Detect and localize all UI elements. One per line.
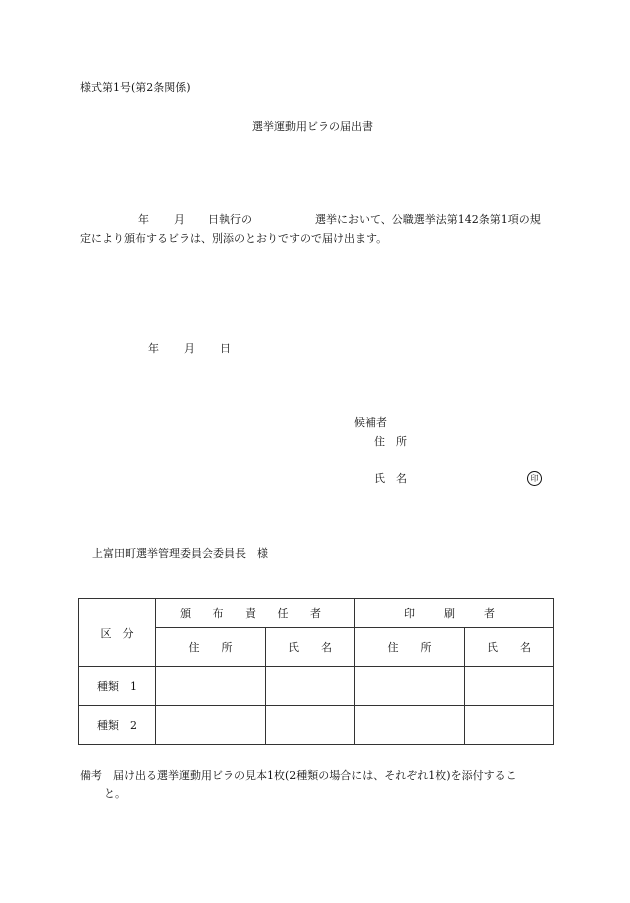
distributor-name-cell[interactable] xyxy=(266,706,355,745)
addressee: 上富田町選挙管理委員会委員長 様 xyxy=(92,547,268,560)
body-year: 年 xyxy=(138,213,149,226)
distributor-address-header: 住 所 xyxy=(156,628,266,667)
candidate-address-label: 住 所 xyxy=(374,435,407,448)
flyer-info-table xyxy=(78,598,554,745)
row-label: 種類 2 xyxy=(79,706,156,745)
date-day: 日 xyxy=(220,342,231,355)
candidate-label: 候補者 xyxy=(354,416,387,429)
body-line2: 定により頒布するビラは、別添のとおりですので届け出ます。 xyxy=(80,232,388,245)
form-number: 様式第1号(第2条関係) xyxy=(80,81,191,94)
date-year: 年 xyxy=(148,342,159,355)
printer-header: 印 刷 者 xyxy=(355,599,554,628)
table-row xyxy=(79,667,554,706)
printer-address-cell[interactable] xyxy=(355,706,465,745)
distributor-header: 頒 布 責 任 者 xyxy=(156,599,355,628)
body-day-exec: 日執行の xyxy=(208,213,252,226)
body-line1-rest: 選挙において、公職選挙法第142条第1項の規 xyxy=(315,213,541,226)
distributor-name-cell[interactable] xyxy=(266,667,355,706)
candidate-name-label: 氏 名 xyxy=(374,472,407,485)
category-header: 区 分 xyxy=(79,599,156,667)
table-row xyxy=(79,706,554,745)
body-month: 月 xyxy=(174,213,185,226)
remarks-line1: 備考 届け出る選挙運動用ビラの見本1枚(2種類の場合には、それぞれ1枚)を添付するこ xyxy=(80,769,517,782)
printer-name-cell[interactable] xyxy=(465,706,554,745)
printer-name-header: 氏 名 xyxy=(465,628,554,667)
row-label: 種類 1 xyxy=(79,667,156,706)
seal-mark-icon: 印 xyxy=(527,471,542,486)
distributor-name-header: 氏 名 xyxy=(266,628,355,667)
printer-address-header: 住 所 xyxy=(355,628,465,667)
date-month: 月 xyxy=(184,342,195,355)
printer-address-cell[interactable] xyxy=(355,667,465,706)
document-title: 選挙運動用ビラの届出書 xyxy=(252,120,373,133)
remarks-line2: と。 xyxy=(104,787,126,800)
printer-name-cell[interactable] xyxy=(465,667,554,706)
distributor-address-cell[interactable] xyxy=(156,706,266,745)
distributor-address-cell[interactable] xyxy=(156,667,266,706)
